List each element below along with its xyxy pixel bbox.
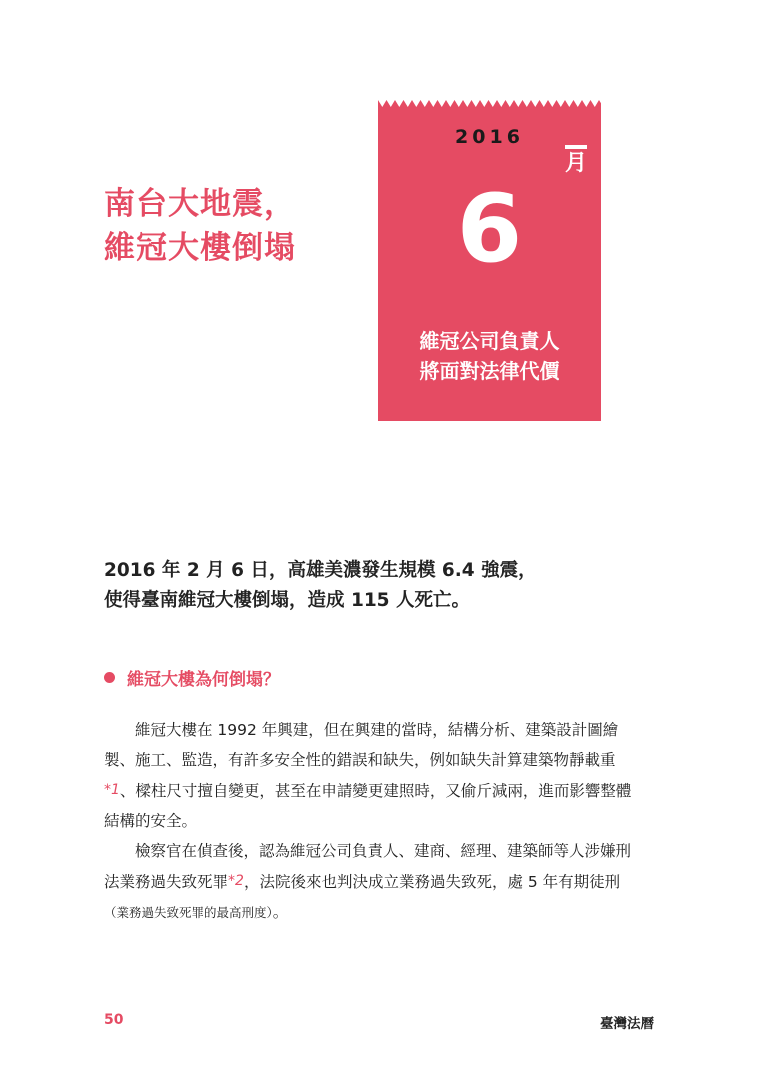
paragraph-2-text-b: ，法院後來也判決成立業務過失致死，處 5 年有期徒刑 bbox=[243, 873, 621, 891]
calendar-month bbox=[565, 152, 587, 176]
paragraph-2-end: 。 bbox=[272, 903, 289, 921]
calendar-month-text: 月 bbox=[565, 151, 588, 176]
paragraph-2-text-a: 檢察官在偵查後，認為維冠公司負責人、建商、經理、建築師等人涉嫌刑法業務過失致死罪 bbox=[104, 842, 632, 891]
paragraph-1-text-b: 、樑柱尺寸擅自變更，甚至在申請變更建照時，又偷斤減兩，進而影響整體結構的安全。 bbox=[104, 782, 632, 830]
title-line-1: 南台大地震， bbox=[104, 186, 296, 222]
calendar-month-bar bbox=[565, 145, 587, 149]
torn-edge-decoration bbox=[378, 100, 601, 112]
caption-line-2: 將面對法律代價 bbox=[419, 359, 560, 383]
calendar-caption bbox=[378, 326, 601, 386]
lead-line-1: 2016 年 2 月 6 日，高雄美濃發生規模 6.4 強震， bbox=[104, 560, 537, 581]
bullet-dot-icon bbox=[104, 672, 115, 683]
book-title: 臺灣法曆 bbox=[600, 1016, 654, 1032]
calendar-day: 6 bbox=[456, 175, 523, 284]
footnote-marker-1[interactable]: *1 bbox=[104, 782, 120, 798]
section-heading-text: 維冠大樓為何倒塌？ bbox=[127, 670, 280, 690]
calendar-year: 2016 bbox=[455, 126, 524, 148]
page-title bbox=[104, 182, 296, 270]
page-number: 50 bbox=[104, 1012, 124, 1028]
title-line-2: 維冠大樓倒塌 bbox=[104, 230, 296, 266]
paragraph-2-note: （業務過失致死罪的最高刑度） bbox=[104, 905, 273, 920]
body-paragraph-1 bbox=[104, 715, 644, 836]
section-heading bbox=[104, 665, 280, 690]
body-paragraph-2 bbox=[104, 836, 644, 928]
caption-line-1: 維冠公司負責人 bbox=[419, 329, 560, 353]
body-text bbox=[104, 715, 644, 928]
paragraph-1-text-a: 維冠大樓在 1992 年興建，但在興建的當時，結構分析、建築設計圖繪製、施工、監造，有許多安全性的錯誤和缺失，例如缺失計算建築物靜載重 bbox=[104, 721, 619, 769]
footnote-marker-2[interactable]: *2 bbox=[228, 873, 244, 889]
lead-line-2: 使得臺南維冠大樓倒塌，造成 115 人死亡。 bbox=[104, 590, 470, 611]
lead-paragraph bbox=[104, 556, 537, 616]
calendar-card bbox=[378, 100, 601, 421]
